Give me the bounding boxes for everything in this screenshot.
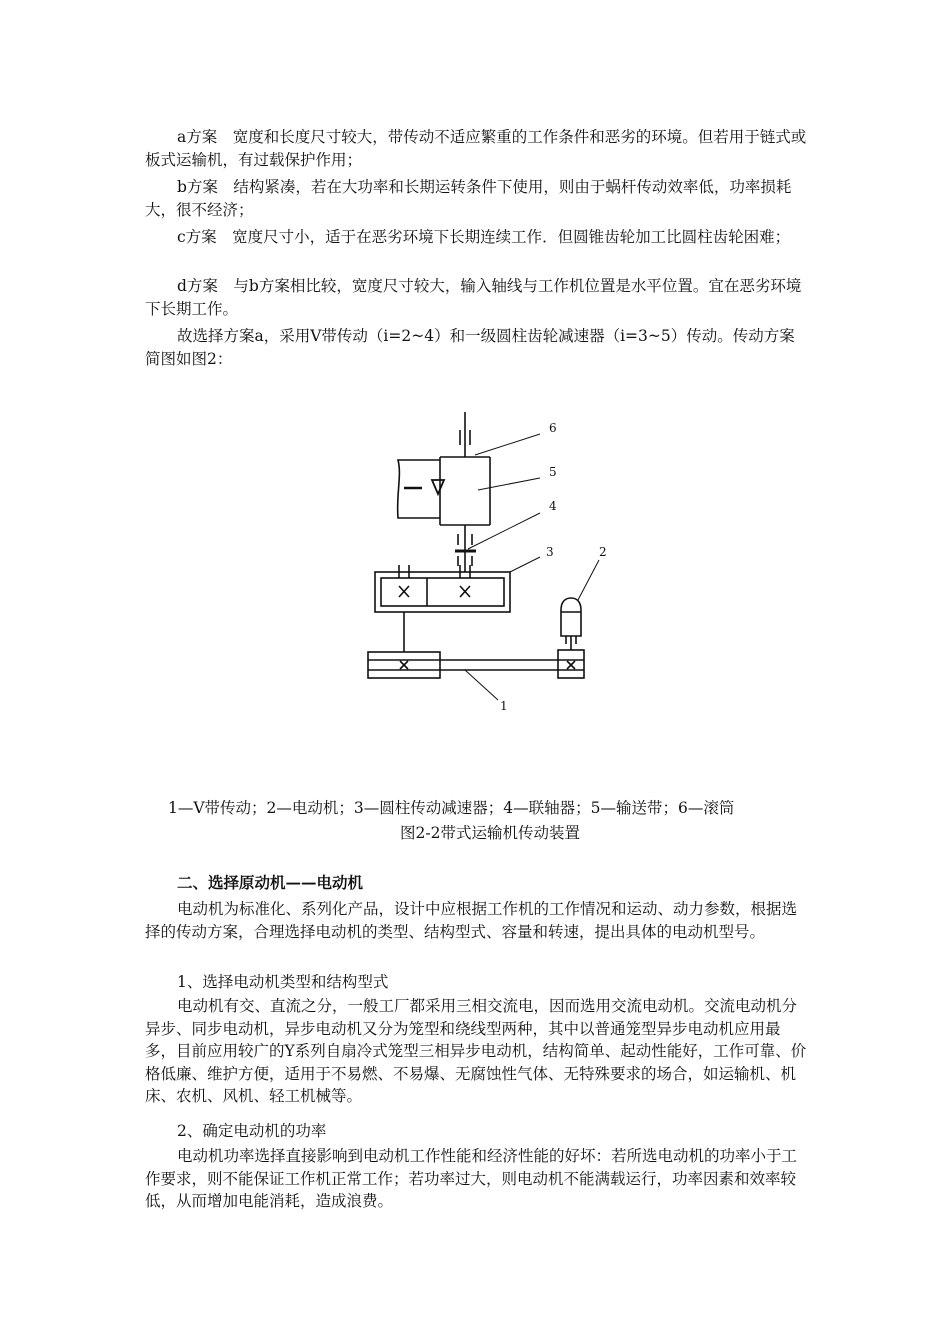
label-1: 1 — [500, 699, 508, 713]
section-heading: 二、选择原动机——电动机 — [177, 873, 364, 892]
figure-legend: 1—V带传动；2—电动机；3—圆柱传动减速器；4—联轴器；5—输送带；6—滚筒 — [168, 799, 735, 817]
label-3: 3 — [546, 545, 554, 559]
subsection-1-text: 电动机有交、直流之分，一般工厂都采用三相交流电，因而选用交流电动机。交流电动机分异步、同步电动机，异步电动机又分为笼型和绕线型两种，其中以普通笼型异步电动机应用最多，目前应用较广的Y系列自扇冷式笼型三相异步电动机，结构简单、起动性能好，工作可靠、价格低廉、维护方便，适用于不易燃、不易爆、无腐蚀性气体、无特殊要求的场合，如运输机、机床、农机、风机、轻工机械等。 — [145, 997, 807, 1105]
label-5: 5 — [549, 465, 557, 479]
direction-arrow-icon — [432, 480, 444, 494]
figure-caption: 图2-2带式运输机传动装置 — [400, 824, 580, 842]
paragraph-scheme-b: b方案 结构紧凑，若在大功率和长期运转条件下使用，则由于蜗杆传动效率低，功率损耗大，很不经济； — [145, 178, 792, 219]
label-6: 6 — [549, 421, 557, 435]
subsection-2-title: 2、确定电动机的功率 — [177, 1122, 327, 1140]
section-intro: 电动机为标准化、系列化产品，设计中应根据工作机的工作情况和运动、动力参数，根据选择的传动方案，合理选择电动机的类型、结构型式、容量和转速，提出具体的电动机型号。 — [145, 900, 798, 941]
transmission-diagram — [360, 405, 620, 715]
paragraph-conclusion: 故选择方案a，采用V带传动（i=2~4）和一级圆柱齿轮减速器（i=3~5）传动。传动方案简图如图2： — [145, 327, 795, 368]
subsection-2-text: 电动机功率选择直接影响到电动机工作性能和经济性能的好坏：若所选电动机的功率小于工作要求，则不能保证工作机正常工作；若功率过大，则电动机不能满载运行，功率因素和效率较低，从而增加电能消耗，造成浪费。 — [145, 1147, 798, 1210]
paragraph-scheme-c: c方案 宽度尺寸小，适于在恶劣环境下长期连续工作．但圆锥齿轮加工比圆柱齿轮困难； — [177, 228, 791, 246]
label-4: 4 — [549, 499, 557, 513]
motor — [561, 598, 581, 636]
label-2: 2 — [599, 545, 607, 559]
paragraph-scheme-d: d方案 与b方案相比较，宽度尺寸较大，输入轴线与工作机位置是水平位置。宜在恶劣环境下长期工作。 — [145, 277, 802, 318]
paragraph-scheme-a: a方案 宽度和长度尺寸较大，带传动不适应繁重的工作条件和恶劣的环境。但若用于链式或板式运输机，有过载保护作用； — [145, 128, 807, 169]
subsection-1-title: 1、选择电动机类型和结构型式 — [177, 973, 389, 991]
